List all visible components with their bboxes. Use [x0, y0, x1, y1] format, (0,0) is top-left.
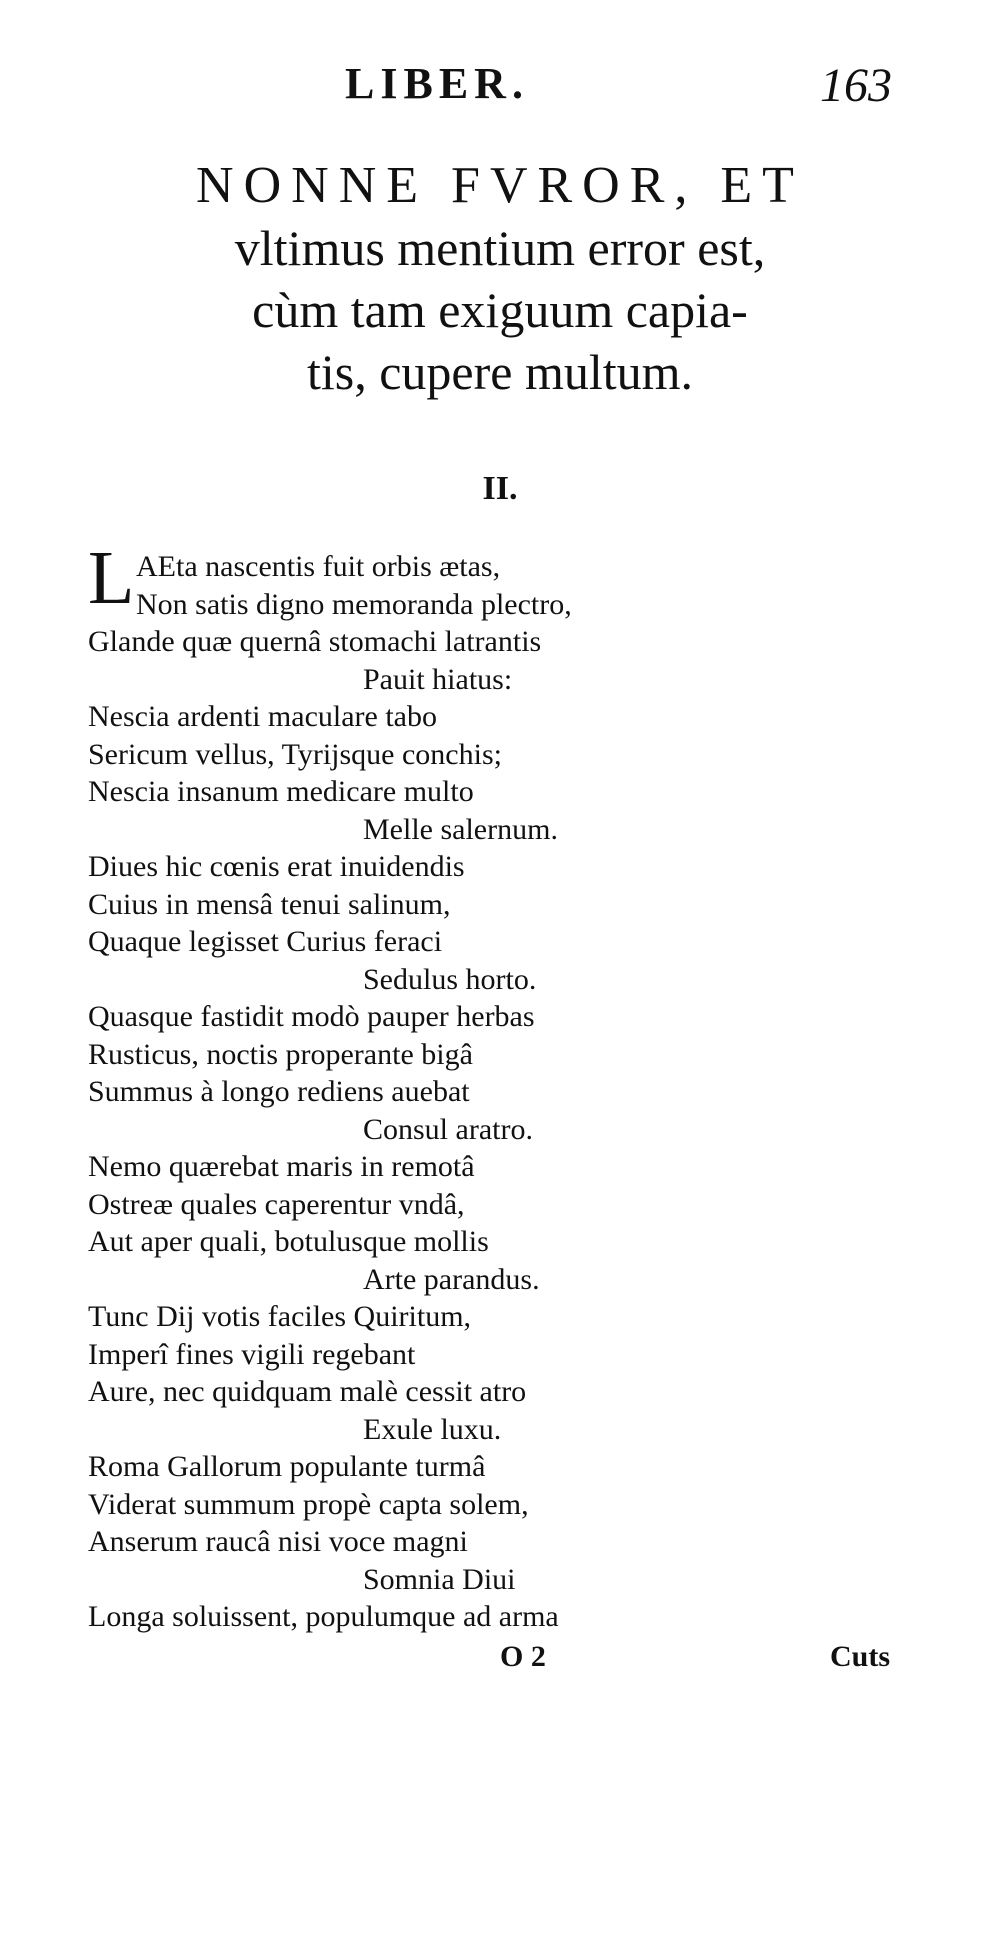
poem-line: Non satis digno memoranda plectro,	[136, 587, 572, 621]
poem-line: Roma Gallorum populante turmâ	[88, 1450, 486, 1483]
heading-line: cùm tam exiguum capia-	[252, 282, 748, 338]
poem-line: Anserum raucâ nisi voce magni	[88, 1525, 468, 1558]
poem-line: Exule luxu.	[363, 1412, 502, 1446]
page-number: 163	[820, 59, 892, 112]
poem-line: Quasque fastidit modò pauper herbas	[88, 1000, 535, 1033]
poem-line: Cuius in mensâ tenui salinum,	[88, 887, 451, 921]
running-head	[0, 58, 1000, 118]
poem-line: Pauit hiatus:	[363, 662, 513, 696]
poem-line: Rusticus, noctis properante bigâ	[88, 1037, 473, 1071]
poem-line: Melle salernum.	[363, 812, 558, 846]
heading-line: vltimus mentium error est,	[234, 220, 766, 276]
chapter-heading	[80, 155, 920, 403]
poem-line: Aure, nec quidquam malè cessit atro	[88, 1375, 527, 1408]
signature-mark: O 2	[500, 1640, 546, 1673]
poem-line: AEta nascentis fuit orbis ætas,	[136, 550, 501, 583]
catchword: Cuts	[830, 1640, 891, 1673]
heading-line: NONNE FVROR, ET	[196, 157, 804, 214]
section-number: II.	[482, 470, 518, 507]
poem-line: Viderat summum propè capta solem,	[88, 1487, 529, 1521]
poem-line: Imperî fines vigili regebant	[88, 1337, 416, 1371]
poem-line: Tunc Dij votis faciles Quiritum,	[88, 1300, 472, 1333]
poem-line: Aut aper quali, botulusque mollis	[88, 1225, 489, 1258]
poem-line: Consul aratro.	[363, 1112, 533, 1146]
poem-line: Longa soluissent, populumque ad arma	[88, 1600, 559, 1633]
poem-line: Nescia ardenti maculare tabo	[88, 700, 437, 733]
poem-line: Arte parandus.	[363, 1262, 540, 1296]
poem-line: Sericum vellus, Tyrijsque conchis;	[88, 737, 502, 771]
poem-line: Sedulus horto.	[363, 962, 537, 996]
poem-line: Nemo quærebat maris in remotâ	[88, 1150, 475, 1183]
running-title: LIBER.	[345, 59, 529, 108]
poem-line: Glande quæ quernâ stomachi latrantis	[88, 625, 542, 658]
poem-line: Ostreæ quales caperentur vndâ,	[88, 1187, 465, 1221]
poem	[88, 536, 808, 1636]
poem-line: Diues hic cœnis erat inuidendis	[88, 850, 465, 883]
heading-line: tis, cupere multum.	[306, 344, 694, 400]
poem-line: Quaque legisset Curius feraci	[88, 925, 443, 958]
poem-line: Summus à longo rediens auebat	[88, 1075, 470, 1108]
poem-line: Nescia insanum medicare multo	[88, 775, 474, 808]
poem-line: Somnia Diui	[363, 1562, 516, 1596]
drop-cap: L	[88, 536, 135, 620]
catchline	[0, 1640, 1000, 1680]
